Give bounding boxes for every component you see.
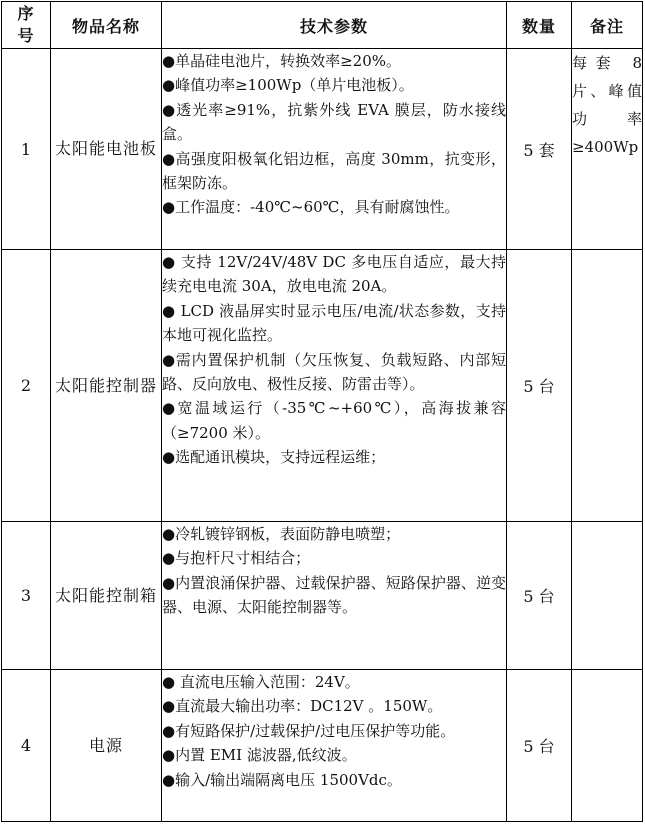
row-note: 每套 8 片、峰值功率≥400Wp bbox=[572, 49, 643, 250]
row-note bbox=[572, 250, 643, 522]
row-name: 电源 bbox=[51, 670, 162, 822]
table-row bbox=[2, 670, 643, 822]
header-seq: 序号 bbox=[2, 2, 51, 49]
spec-item: ● 支持 12V/24V/48V DC 多电压自适应，最大持续充电电流 30A，放电电流 20A。 bbox=[162, 253, 506, 296]
header-note: 备注 bbox=[572, 2, 643, 49]
table-row bbox=[2, 250, 643, 522]
spec-item: ●宽温域运行（-35℃~+60℃），高海拔兼容（≥7200 米）。 bbox=[162, 399, 506, 442]
row-qty: 5 台 bbox=[507, 250, 572, 522]
row-seq: 1 bbox=[2, 49, 51, 250]
spec-item: ●峰值功率≥100Wp（单片电池板）。 bbox=[162, 76, 414, 95]
row-seq: 4 bbox=[2, 670, 51, 822]
row-specs bbox=[162, 49, 507, 250]
row-note bbox=[572, 522, 643, 670]
row-qty: 5 台 bbox=[507, 522, 572, 670]
spec-item: ●与抱杆尺寸相结合； bbox=[162, 549, 311, 568]
row-seq: 2 bbox=[2, 250, 51, 522]
parameter-table bbox=[1, 1, 643, 822]
row-name: 太阳能电池板 bbox=[51, 49, 162, 250]
row-specs bbox=[162, 522, 507, 670]
header-name: 物品名称 bbox=[51, 2, 162, 49]
table-header-row bbox=[2, 2, 643, 49]
header-spec: 技术参数 bbox=[162, 2, 507, 49]
spec-item: ● 直流电压输入范围：24V。 bbox=[162, 673, 360, 691]
row-name: 太阳能控制箱 bbox=[51, 522, 162, 670]
spec-item: ●工作温度：-40℃~60℃，具有耐腐蚀性。 bbox=[162, 198, 460, 217]
spec-item: ●内置浪涌保护器、过载保护器、短路保护器、逆变器、电源、太阳能控制器等。 bbox=[162, 573, 506, 617]
row-name: 太阳能控制器 bbox=[51, 250, 162, 522]
table-row bbox=[2, 522, 643, 670]
spec-item: ●高强度阳极氧化铝边框，高度 30mm，抗变形，框架防冻。 bbox=[162, 149, 506, 193]
spec-item: ●内置 EMI 滤波器,低纹波。 bbox=[162, 746, 357, 765]
spec-item: ●需内置保护机制（欠压恢复、负载短路、内部短路、反向放电、极性反接、防雷击等）。 bbox=[162, 350, 506, 394]
spec-item: ● LCD 液晶屏实时显示电压/电流/状态参数，支持本地可视化监控。 bbox=[162, 301, 506, 345]
header-qty: 数量 bbox=[507, 2, 572, 49]
spec-item: ●透光率≥91%，抗紫外线 EVA 膜层，防水接线盒。 bbox=[162, 100, 506, 144]
row-seq: 3 bbox=[2, 522, 51, 670]
spec-item: ●选配通讯模块，支持远程运维； bbox=[162, 448, 386, 467]
spec-item: ●单晶硅电池片，转换效率≥20%。 bbox=[162, 52, 401, 70]
table-row bbox=[2, 49, 643, 250]
spec-item: ●输入/输出端隔离电压 1500Vdc。 bbox=[162, 770, 402, 789]
row-specs bbox=[162, 670, 507, 822]
row-note bbox=[572, 670, 643, 822]
spec-item: ●有短路保护/过载保护/过电压保护等功能。 bbox=[162, 721, 456, 740]
row-qty: 5 套 bbox=[507, 49, 572, 250]
row-qty: 5 台 bbox=[507, 670, 572, 822]
spec-item: ●直流最大输出功率：DC12V 。150W。 bbox=[162, 697, 443, 716]
spec-item: ●冷轧镀锌钢板，表面防静电喷塑； bbox=[162, 525, 401, 543]
row-specs bbox=[162, 250, 507, 522]
